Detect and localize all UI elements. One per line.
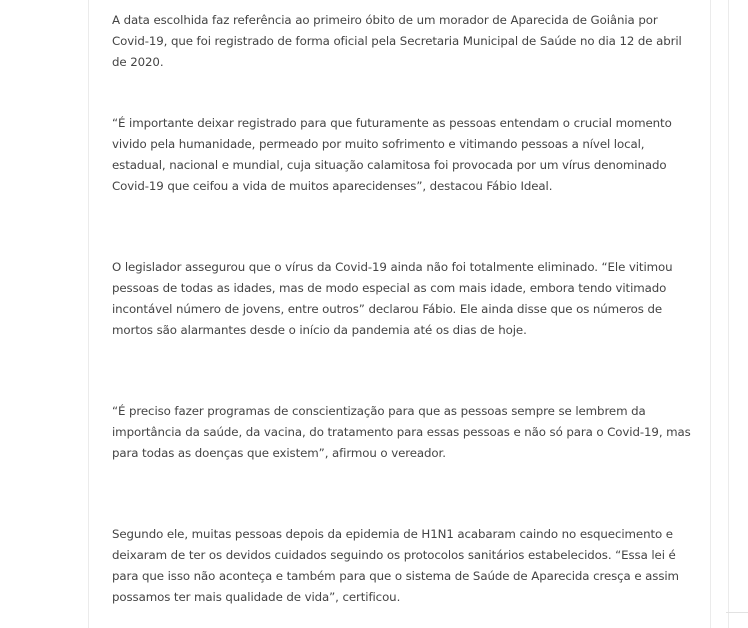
article-paragraph: “É importante deixar registrado para que futuramente as pessoas entendam o crucial momento vivido pela humanidade, permeado por muito sofrimento e vitimando pessoas a nível local, estadual, nacional e mundial, cuja situação calamitosa foi provocada por um vírus denominado Covid-19 que ceifou a vida de muitos aparecidenses”, destacou Fábio Ideal. [112, 116, 672, 193]
article-paragraph: A data escolhida faz referência ao primeiro óbito de um morador de Aparecida de Goiânia por Covid-19, que foi registrado de forma oficial pela Secretaria Municipal de Saúde no dia 12 de abril de 2020. [112, 13, 682, 69]
sidebar-panel [728, 0, 748, 628]
article-paragraph: Segundo ele, muitas pessoas depois da epidemia de H1N1 acabaram caindo no esquecimento e deixaram de ter os devidos cuidados seguindo os protocolos sanitários estabelecidos. “Essa lei é para que isso não aconteça e também para que o sistema de Saúde de Aparecida cresça e assim possamos ter mais qualidade de vida”, certificou. [112, 527, 679, 604]
article-paragraph: O legislador assegurou que o vírus da Covid-19 ainda não foi totalmente eliminado. “Ele vitimou pessoas de todas as idades, mas de modo especial as com mais idade, embora tendo vitimado incontável número de jovens, entre outros” declarou Fábio. Ele ainda disse que os números de mortos são alarmantes desde o início da pandemia até os dias de hoje. [112, 260, 673, 337]
article-paragraph: “É preciso fazer programas de conscientização para que as pessoas sempre se lembrem da importância da saúde, da vacina, do tratamento para essas pessoas e não só para o Covid-19, mas para todas as doenças que existem”, afirmou o vereador. [112, 404, 691, 460]
sidebar-divider [726, 612, 748, 613]
